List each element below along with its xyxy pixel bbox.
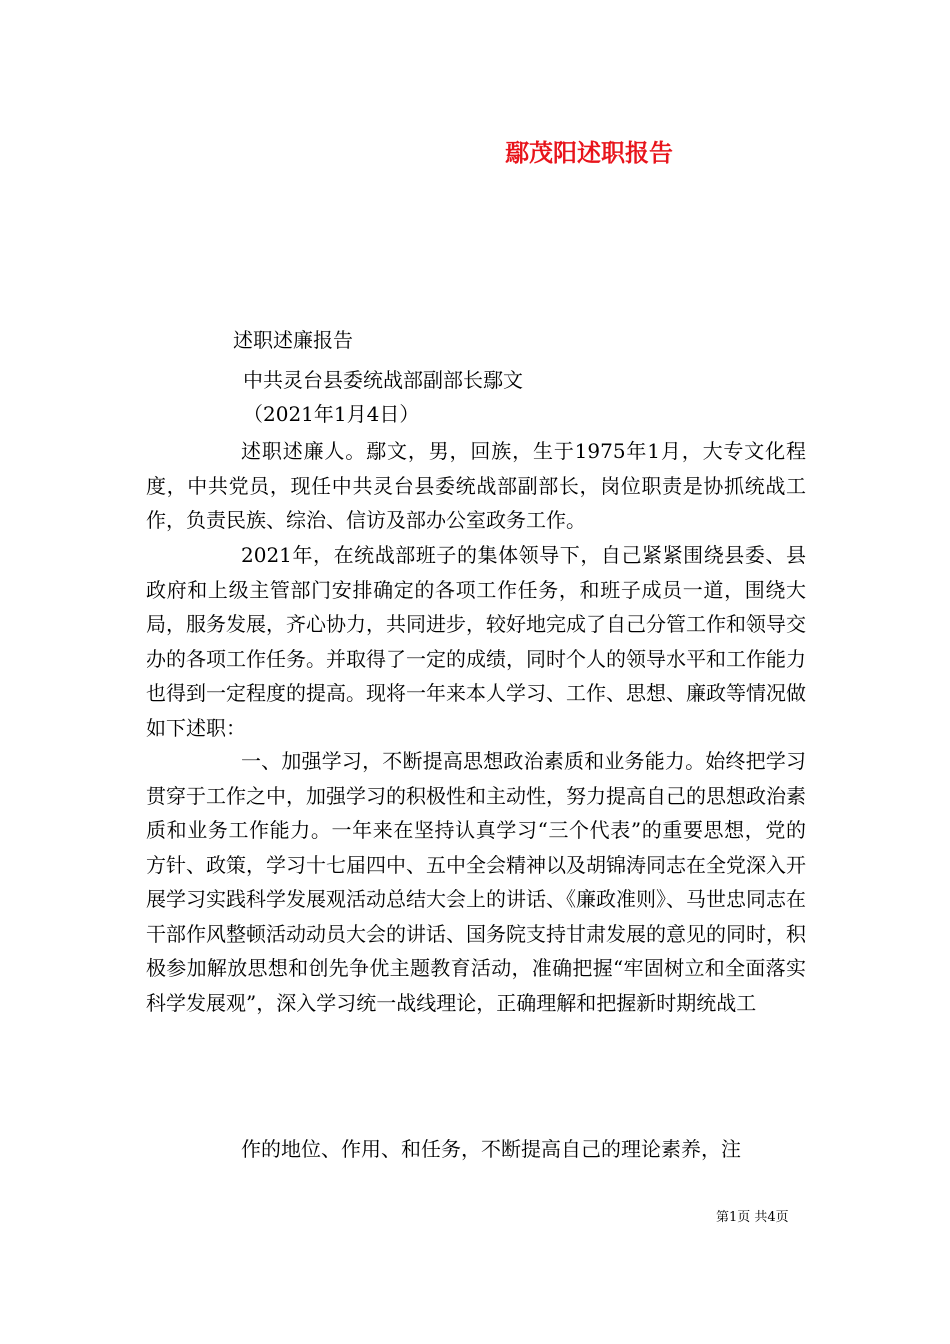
paragraph-continued: 作的地位、作用、和任务，不断提高自己的理论素养，注: [241, 1137, 741, 1161]
author-line: 中共灵台县委统战部副部长鄢文: [243, 368, 523, 392]
page-title: 鄢茂阳述职报告: [505, 138, 673, 167]
page-footer: 第1页 共4页: [716, 1210, 789, 1225]
paragraph-intro: 述职述廉人。鄢文，男，回族，生于1975年1月，大专文化程度，中共党员，现任中共灵台县委统战部副部长，岗位职责是协抓统战工作，负责民族、综治、信访及部办公室政务工作。: [146, 439, 806, 532]
date-line: （2021年1月4日）: [243, 402, 420, 426]
paragraph-summary: 2021年，在统战部班子的集体领导下，自己紧紧围绕县委、县政府和上级主管部门安排确定的各项工作任务，和班子成员一道，围绕大局，服务发展，齐心协力，共同进步，较好地完成了自己分管工作和领导交办的各项工作任务。并取得了一定的成绩，同时个人的领导水平和工作能力也得到一定程度的提高。现将一年来本人学习、工作、思想、廉政等情况做如下述职：: [146, 543, 806, 740]
paragraph-study: 一、加强学习，不断提高思想政治素质和业务能力。始终把学习贯穿于工作之中，加强学习的积极性和主动性，努力提高自己的思想政治素质和业务工作能力。一年来在坚持认真学习“三个代表”的重要思想，党的方针、政策，学习十七届四中、五中全会精神以及胡锦涛同志在全党深入开展学习实践科学发展观活动总结大会上的讲话、《廉政准则》、马世忠同志在干部作风整顿活动动员大会的讲话、国务院支持甘肃发展的意见的同时，积极参加解放思想和创先争优主题教育活动，准确把握“牢固树立和全面落实科学发展观”，深入学习统一战线理论，正确理解和把握新时期统战工: [146, 749, 806, 1015]
report-subtitle: 述职述廉报告: [233, 328, 353, 352]
